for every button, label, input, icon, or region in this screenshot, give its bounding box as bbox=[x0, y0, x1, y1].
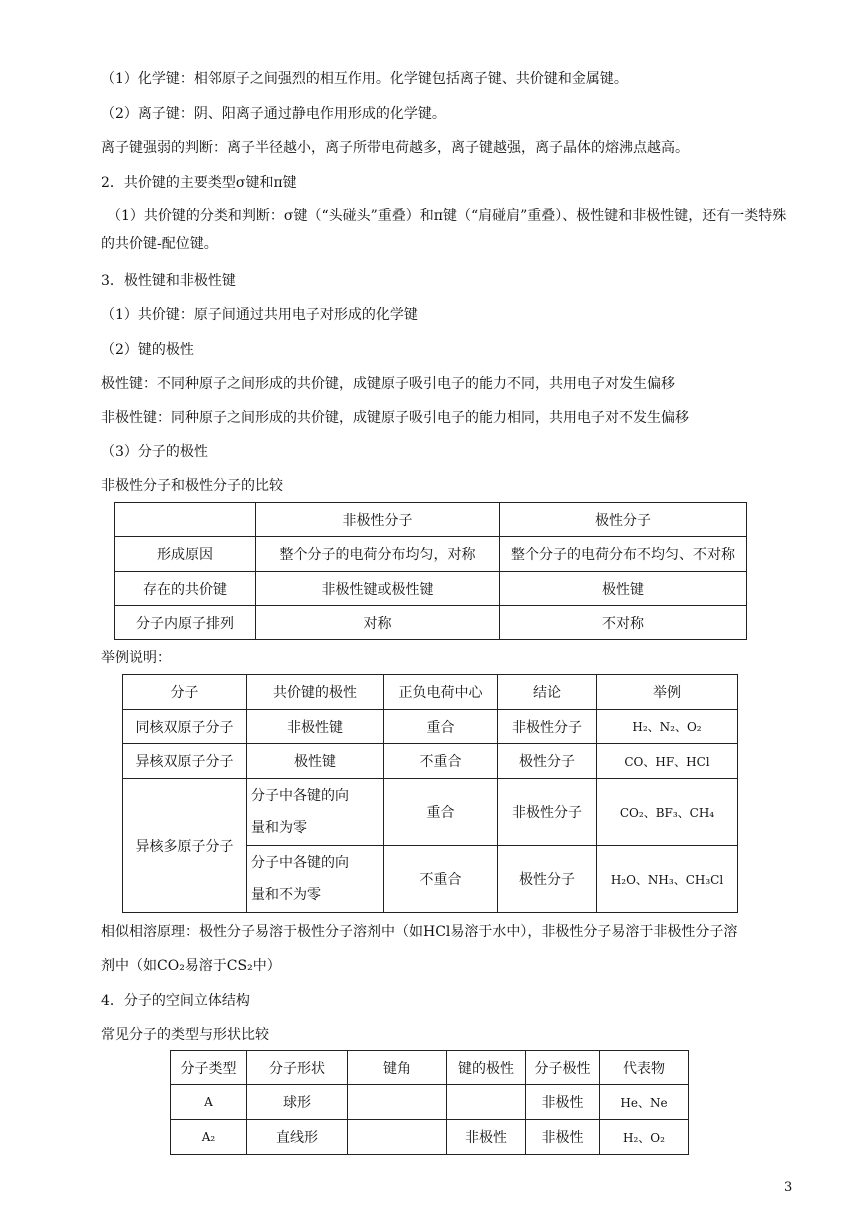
table-cell: 形成原因 bbox=[115, 537, 256, 572]
table-cell: A bbox=[171, 1085, 247, 1120]
table-row bbox=[171, 1085, 689, 1120]
table-cell: 极性分子 bbox=[498, 744, 597, 779]
table-cell: A₂ bbox=[171, 1120, 247, 1155]
paragraph-covalent-classification: （1）共价键的分类和判断：σ键（“头碰头”重叠）和π键（“肩碰肩”重叠）、极性键和非极性键，还有一类特殊的共价键-配位键。 bbox=[101, 208, 787, 252]
table-cell: 不重合 bbox=[384, 846, 498, 913]
paragraph-like-dissolves-like-cont: 剂中（如CO₂易溶于CS₂中） bbox=[101, 958, 281, 974]
paragraph-covalent-definition: （1）共价键：原子间通过共用电子对形成的化学键 bbox=[101, 307, 418, 323]
table-cell: 对称 bbox=[256, 606, 500, 640]
table-cell: CO₂、BF₃、CH₄ bbox=[597, 779, 738, 846]
table-cell: 整个分子的电荷分布不均匀、不对称 bbox=[500, 537, 747, 572]
table-cell: He、Ne bbox=[600, 1085, 689, 1120]
paragraph-ionic-strength: 离子键强弱的判断：离子半径越小，离子所带电荷越多，离子键越强，离子晶体的熔沸点越高。 bbox=[101, 140, 689, 156]
table-row bbox=[115, 537, 747, 572]
table-cell: 极性分子 bbox=[498, 846, 597, 913]
table-cell: 非极性分子 bbox=[498, 779, 597, 846]
cell-line: 量和不为零 bbox=[251, 887, 321, 903]
table-cell: 存在的共价键 bbox=[115, 572, 256, 606]
table-cell: 分子内原子排列 bbox=[115, 606, 256, 640]
table-row bbox=[123, 779, 738, 846]
table-row bbox=[123, 744, 738, 779]
subheading-bond-polarity: （2）键的极性 bbox=[101, 342, 194, 358]
paragraph-polar-bond: 极性键：不同种原子之间形成的共价键，成键原子吸引电子的能力不同，共用电子对发生偏移 bbox=[101, 376, 675, 392]
table-header-cell: 键的极性 bbox=[447, 1051, 526, 1085]
examples-table bbox=[122, 674, 738, 913]
table-header-cell: 分子形状 bbox=[247, 1051, 348, 1085]
table-cell: 重合 bbox=[384, 779, 498, 846]
table-cell: 异核双原子分子 bbox=[123, 744, 247, 779]
table-cell: 重合 bbox=[384, 710, 498, 744]
table-header-cell: 举例 bbox=[597, 675, 738, 710]
cell-line: 量和为零 bbox=[251, 820, 307, 836]
table-header-cell: 极性分子 bbox=[500, 503, 747, 537]
table-cell: H₂、N₂、O₂ bbox=[597, 710, 738, 744]
paragraph-ionic-bond: （2）离子键：阴、阳离子通过静电作用形成的化学键。 bbox=[101, 106, 446, 122]
table-header-cell: 共价键的极性 bbox=[247, 675, 384, 710]
table-cell: 非极性 bbox=[526, 1085, 600, 1120]
heading-polar-bonds: 3．极性键和非极性键 bbox=[101, 273, 236, 289]
paragraph-nonpolar-bond: 非极性键：同种原子之间形成的共价键，成键原子吸引电子的能力相同，共用电子对不发生偏移 bbox=[101, 410, 689, 426]
table-cell: H₂、O₂ bbox=[600, 1120, 689, 1155]
subheading-molecular-polarity: （3）分子的极性 bbox=[101, 444, 208, 460]
table-row bbox=[123, 710, 738, 744]
table-cell: 极性键 bbox=[247, 744, 384, 779]
page-number: 3 bbox=[784, 1180, 793, 1195]
cell-line: 分子中各键的向 bbox=[251, 855, 349, 871]
table-cell: 非极性分子 bbox=[498, 710, 597, 744]
table-cell bbox=[348, 1120, 447, 1155]
table-header-cell bbox=[115, 503, 256, 537]
table-cell: 极性键 bbox=[500, 572, 747, 606]
table-header-cell: 分子类型 bbox=[171, 1051, 247, 1085]
caption-molecule-types: 常见分子的类型与形状比较 bbox=[101, 1027, 269, 1043]
table-cell: 直线形 bbox=[247, 1120, 348, 1155]
table-cell: 球形 bbox=[247, 1085, 348, 1120]
table-row bbox=[115, 606, 747, 640]
table-header-cell: 分子极性 bbox=[526, 1051, 600, 1085]
table-cell: CO、HF、HCl bbox=[597, 744, 738, 779]
caption-comparison: 非极性分子和极性分子的比较 bbox=[101, 478, 283, 494]
table-cell: 异核多原子分子 bbox=[123, 779, 247, 913]
table-cell: 不对称 bbox=[500, 606, 747, 640]
table-cell: 同核双原子分子 bbox=[123, 710, 247, 744]
table-cell bbox=[348, 1085, 447, 1120]
table-cell: 非极性键 bbox=[247, 710, 384, 744]
table-cell: H₂O、NH₃、CH₃Cl bbox=[597, 846, 738, 913]
paragraph-chemical-bond: （1）化学键：相邻原子之间强烈的相互作用。化学键包括离子键、共价键和金属键。 bbox=[101, 71, 628, 87]
table-header-cell: 键角 bbox=[348, 1051, 447, 1085]
table-cell: 非极性 bbox=[526, 1120, 600, 1155]
molecule-types-table bbox=[170, 1050, 689, 1155]
table-header-cell: 结论 bbox=[498, 675, 597, 710]
table-header-cell: 非极性分子 bbox=[256, 503, 500, 537]
table-cell bbox=[247, 779, 384, 846]
heading-molecular-geometry: 4．分子的空间立体结构 bbox=[101, 993, 250, 1009]
table-header-cell: 代表物 bbox=[600, 1051, 689, 1085]
table-header-cell: 正负电荷中心 bbox=[384, 675, 498, 710]
polarity-comparison-table bbox=[114, 502, 747, 640]
heading-covalent-types: 2．共价键的主要类型σ键和π键 bbox=[101, 175, 297, 191]
table-cell bbox=[247, 846, 384, 913]
table-row bbox=[171, 1120, 689, 1155]
table-cell: 非极性 bbox=[447, 1120, 526, 1155]
cell-line: 分子中各键的向 bbox=[251, 788, 349, 804]
table-cell: 非极性键或极性键 bbox=[256, 572, 500, 606]
paragraph-like-dissolves-like: 相似相溶原理：极性分子易溶于极性分子溶剂中（如HCl易溶于水中），非极性分子易溶于非极性分子溶 bbox=[101, 924, 738, 940]
table-cell bbox=[447, 1085, 526, 1120]
table-cell: 整个分子的电荷分布均匀，对称 bbox=[256, 537, 500, 572]
table-header-cell: 分子 bbox=[123, 675, 247, 710]
caption-examples: 举例说明： bbox=[101, 650, 171, 666]
table-row bbox=[115, 572, 747, 606]
table-cell: 不重合 bbox=[384, 744, 498, 779]
